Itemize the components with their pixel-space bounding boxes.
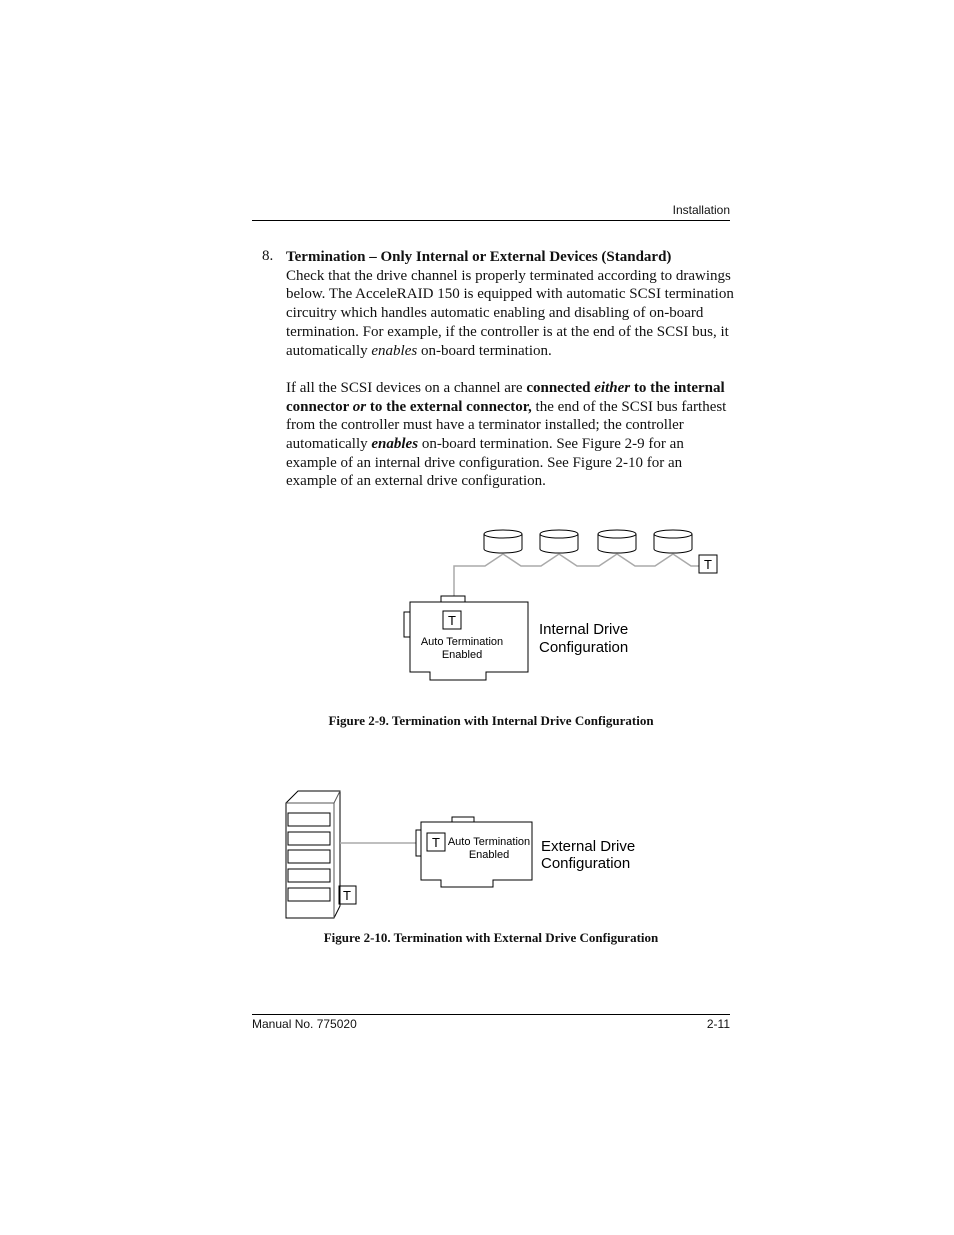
p2-text-1: If all the SCSI devices on a channel are bbox=[286, 379, 527, 396]
drive-bay bbox=[288, 813, 330, 826]
step-p1-emphasis: enables bbox=[371, 342, 418, 359]
p2-text-3: on-board termination. See Figure 2-9 for an example of an internal drive configuration. See Figure 2-10 for an example of an external drive configuration. bbox=[286, 436, 684, 490]
step-number: 8. bbox=[262, 248, 274, 264]
step-p1-end: on-board termination. bbox=[417, 342, 552, 359]
disk-drive-icon bbox=[654, 530, 692, 553]
p2-bold-1: connected bbox=[526, 379, 595, 396]
figure-2-10-caption: Figure 2-10. Termination with External Drive Configuration bbox=[323, 930, 659, 945]
step-p1-text: Check that the drive channel is properly terminated according to drawings below. The AcceleRAID 150 is equipped with automatic SCSI termination circuitry which handles automatic enabling and disabling of on-board termination. For example, if the controller is at the end of the SCSI bus, it automatically bbox=[286, 267, 734, 359]
card-bracket bbox=[404, 612, 410, 637]
footer-rule bbox=[252, 1014, 730, 1015]
drive-bay bbox=[288, 832, 330, 845]
card-connector bbox=[441, 596, 465, 602]
running-head: Installation bbox=[672, 203, 730, 217]
drive-bay bbox=[288, 850, 330, 863]
manual-number: Manual No. 775020 bbox=[252, 1017, 357, 1031]
fig2-config-label-line1: External Drive bbox=[541, 838, 636, 855]
disk-drive-icon bbox=[484, 530, 522, 553]
p2-bolditalic-1: either bbox=[594, 379, 631, 396]
drive-bay bbox=[288, 869, 330, 882]
figure-2-9-caption: Figure 2-9. Termination with Internal Drive Configuration bbox=[328, 713, 654, 728]
drive-enclosure bbox=[286, 791, 340, 918]
fig1-card-label-line2: Enabled bbox=[441, 649, 483, 661]
p2-bolditalic-3: enables bbox=[371, 436, 419, 453]
drive-bay bbox=[288, 888, 330, 901]
fig1-config-label-line1: Internal Drive bbox=[539, 621, 629, 638]
fig1-card-label-line1: Auto Termination bbox=[420, 636, 504, 648]
p2-bold-2: to the internal connector bbox=[286, 379, 725, 415]
p2-bold-3: to the external connector, bbox=[366, 398, 532, 415]
p2-text-2: the end of the SCSI bus farthest from the controller must have a terminator installed; the controller automatically bbox=[286, 398, 727, 453]
fig2-card-terminator-label: T bbox=[432, 835, 440, 850]
fig2-card-label-line1: Auto Termination bbox=[447, 836, 531, 848]
scsi-cable bbox=[454, 554, 699, 596]
fig1-card-terminator-label: T bbox=[448, 613, 456, 628]
fig2-card-label-line2: Enabled bbox=[468, 849, 510, 861]
fig1-config-label-line2: Configuration bbox=[539, 639, 629, 656]
p2-bolditalic-2: or bbox=[352, 398, 367, 415]
card-connector bbox=[452, 817, 474, 822]
page-number: 2-11 bbox=[706, 1017, 730, 1031]
disk-drive-icon bbox=[598, 530, 636, 553]
fig2-config-label-line2: Configuration bbox=[541, 855, 631, 872]
card-bracket bbox=[416, 830, 421, 856]
disk-drive-icon bbox=[540, 530, 578, 553]
fig2-terminator-label: T bbox=[343, 888, 351, 903]
step-heading: Termination – Only Internal or External Devices (Standard) bbox=[286, 249, 672, 265]
fig1-terminator-label: T bbox=[704, 557, 712, 572]
